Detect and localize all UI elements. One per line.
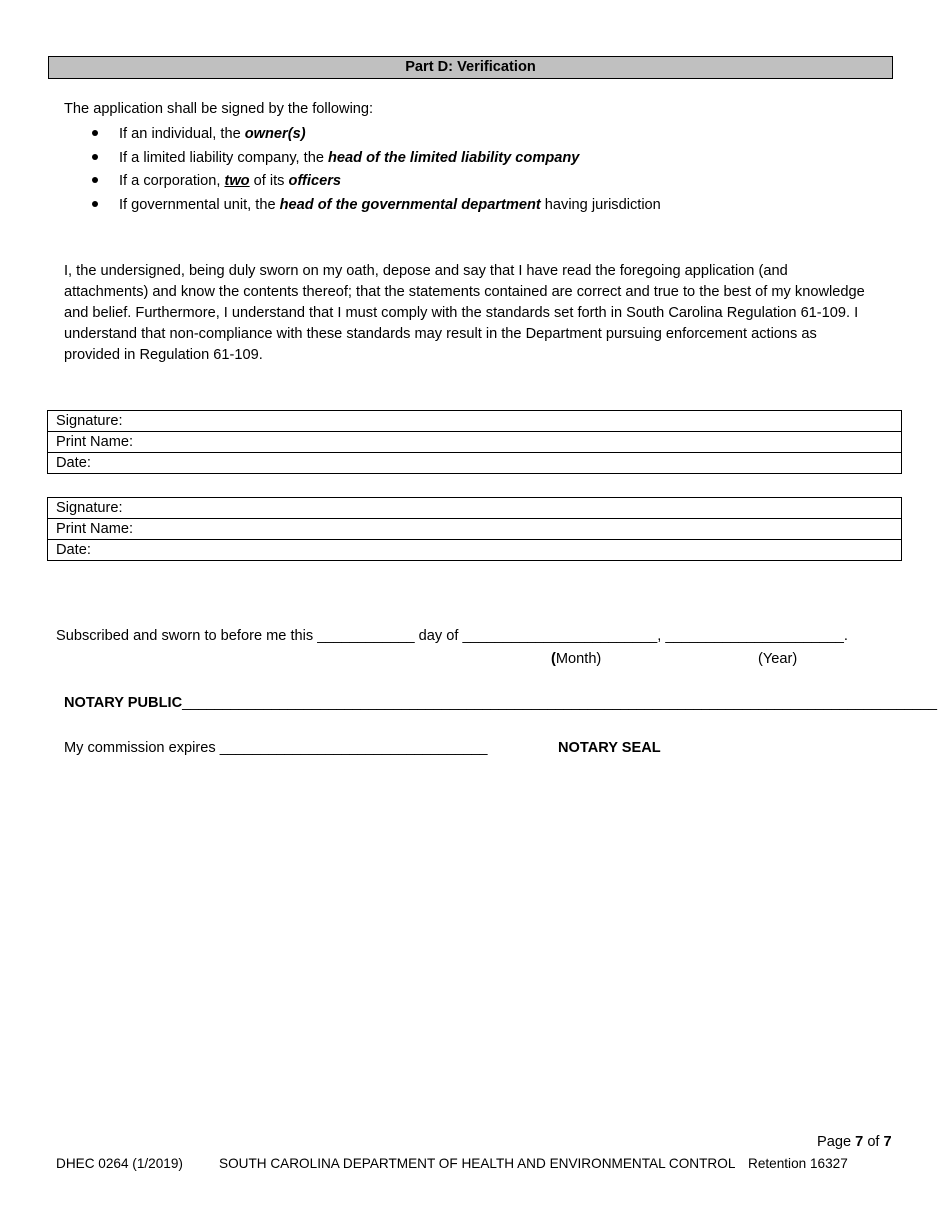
signature-block-2 xyxy=(47,497,902,561)
intro-text: The application shall be signed by the following: xyxy=(64,101,374,117)
section-title: Part D: Verification xyxy=(405,59,536,75)
signature-block-1 xyxy=(47,410,902,474)
month-label: (Month) xyxy=(551,651,602,667)
bullet-icon xyxy=(92,201,98,207)
bullet-icon xyxy=(92,177,98,183)
print-name-field[interactable]: Print Name: xyxy=(48,432,902,453)
date-field[interactable]: Date: xyxy=(48,540,902,561)
signature-field[interactable]: Signature: xyxy=(48,411,902,432)
oath-statement: I, the undersigned, being duly sworn on my oath, depose and say that I have read the foregoing application (and attachments) and know the contents thereof; that the statements contained are correct and true to the best of my knowledge and belief. Furthermore, I understand that I must comply with the standards set forth in South Carolina Regulation 61-109. I understand that non-compliance with these standards may result in the Department pursuing enforcement actions as provided in Regulation 61-109. xyxy=(64,263,865,363)
form-id: DHEC 0264 (1/2019) xyxy=(56,1156,183,1171)
sworn-statement[interactable]: Subscribed and sworn to before me this ____________ day of ________________________, ______________________. xyxy=(56,628,848,644)
notary-seal-label: NOTARY SEAL xyxy=(558,740,661,756)
list-item: If a limited liability company, the head of the limited liability company xyxy=(64,147,661,171)
list-item: If an individual, the owner(s) xyxy=(64,123,661,147)
list-item: If a corporation, two of its officers xyxy=(64,170,661,194)
section-header xyxy=(48,56,893,79)
print-name-field[interactable]: Print Name: xyxy=(48,519,902,540)
commission-expires-line[interactable]: My commission expires _________________________________ xyxy=(64,740,488,756)
date-field[interactable]: Date: xyxy=(48,453,902,474)
retention-code: Retention 16327 xyxy=(748,1156,848,1171)
notary-public-line[interactable]: NOTARY PUBLIC_____________________________________________________________________________________________ xyxy=(64,695,937,711)
signer-list xyxy=(64,123,661,217)
bullet-icon xyxy=(92,130,98,136)
agency-name: SOUTH CAROLINA DEPARTMENT OF HEALTH AND ENVIRONMENTAL CONTROL xyxy=(219,1156,736,1171)
signature-field[interactable]: Signature: xyxy=(48,498,902,519)
year-label: (Year) xyxy=(758,651,798,667)
bullet-icon xyxy=(92,154,98,160)
list-item: If governmental unit, the head of the governmental department having jurisdiction xyxy=(64,194,661,218)
page-number: Page 7 of 7 xyxy=(817,1134,892,1150)
